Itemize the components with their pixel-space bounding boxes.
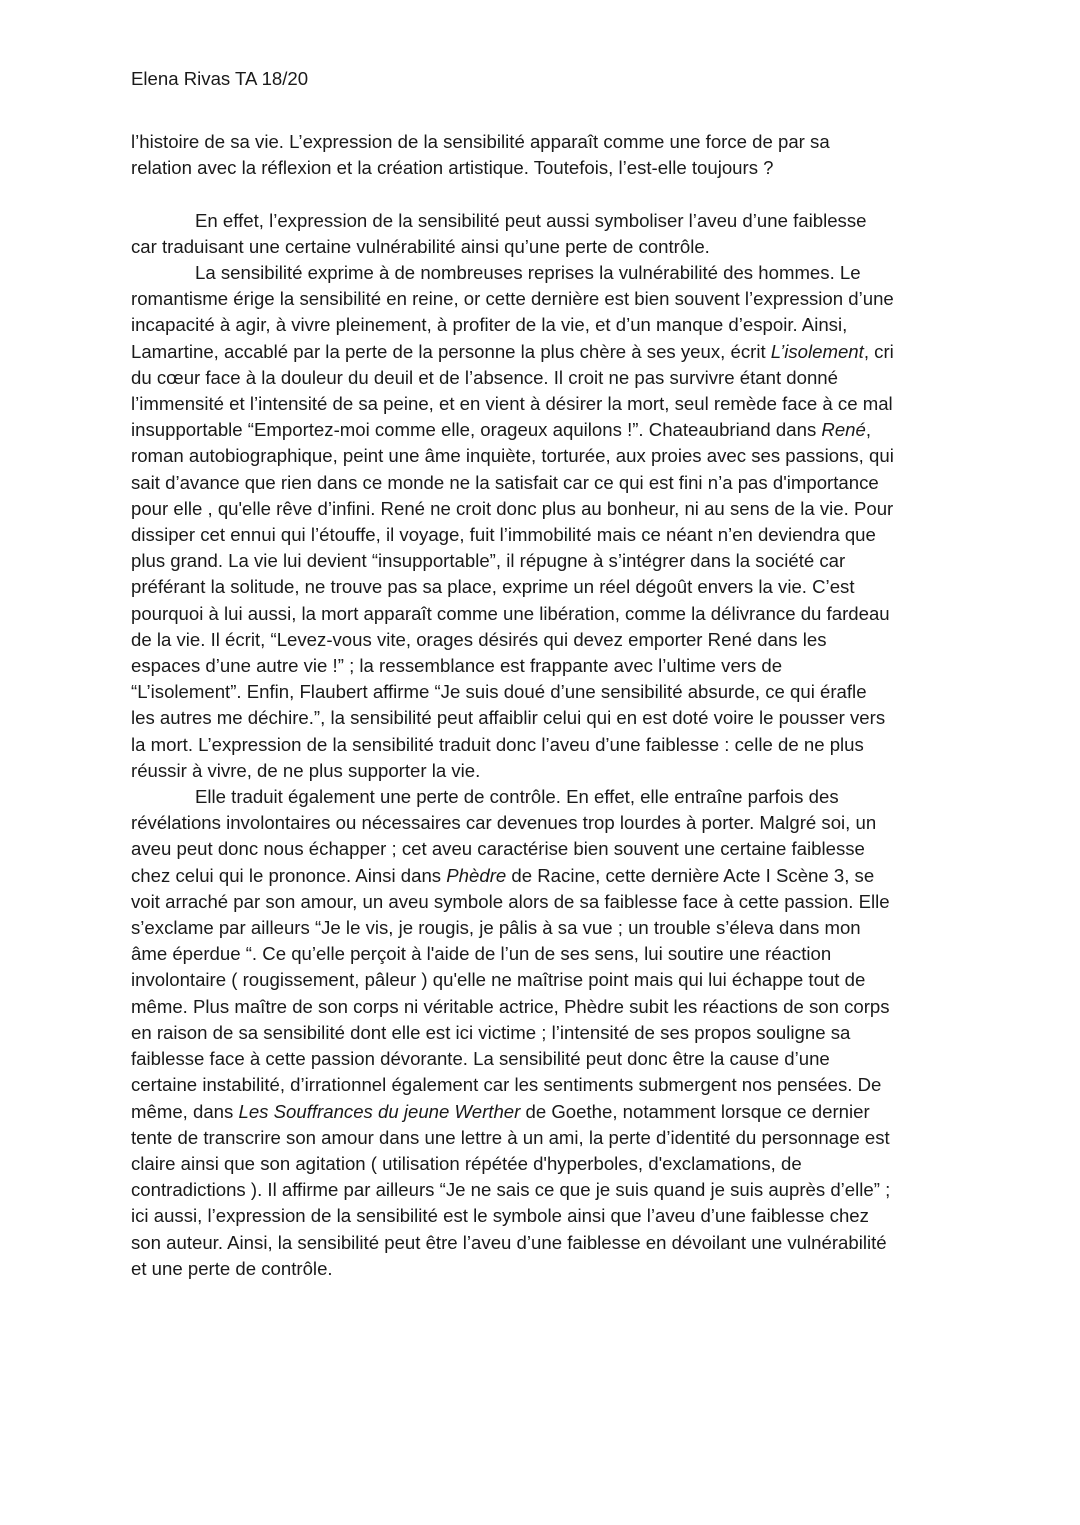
text-line: l’immensité et l’intensité de sa peine, et en vient à désirer la mort, seul remède face à ce mal <box>131 393 893 415</box>
text-line <box>131 1099 966 1125</box>
text-line: incapacité à agir, à vivre pleinement, à profiter de la vie, et d’un manque d’espoir. Ainsi, <box>131 314 848 336</box>
text-line: même. Plus maître de son corps ni véritable actrice, Phèdre subit les réactions de son corps <box>131 995 890 1017</box>
text-segment: Lamartine, accablé par la perte de la personne la plus chère à ses yeux, écrit <box>131 340 771 362</box>
text-line: en raison de sa sensibilité dont elle est ici victime ; l’intensité de ses propos souligne sa <box>131 1021 851 1043</box>
paragraph-break <box>131 181 966 207</box>
text-line: réussir à vivre, de ne plus supporter la vie. <box>131 759 481 781</box>
text-line: roman autobiographique, peint une âme inquiète, torturée, aux proies avec ses passions, qui <box>131 445 894 467</box>
text-line: s’exclame par ailleurs “Je le vis, je rougis, je pâlis à sa vue ; un trouble s’éleva dans mon <box>131 917 861 939</box>
text-segment: insupportable “Emportez-moi comme elle, orageux aquilons !”. Chateaubriand dans <box>131 419 822 441</box>
text-line: préférant la solitude, ne trouve pas sa place, exprime un réel dégoût envers la vie. C’est <box>131 576 855 598</box>
text-line <box>131 339 966 365</box>
text-line: romantisme érige la sensibilité en reine, or cette dernière est bien souvent l’expression d’une <box>131 288 894 310</box>
text-line: âme éperdue “. Ce qu’elle perçoit à l'aide de l’un de ses sens, lui soutire une réaction <box>131 943 832 965</box>
text-segment: de Racine, cette dernière Acte I Scène 3, se <box>506 864 875 886</box>
page-header: Elena Rivas TA 18/20 <box>131 68 309 89</box>
text-segment: chez celui qui le prononce. Ainsi dans <box>131 864 447 886</box>
italic-title: René <box>821 419 866 441</box>
text-line: tente de transcrire son amour dans une lettre à un ami, la perte d’identité du personnage est <box>131 1126 890 1148</box>
text-segment: , <box>865 419 872 441</box>
text-segment: même, dans <box>131 1100 239 1122</box>
text-line: espaces d’une autre vie !” ; la ressemblance est frappante avec l’ultime vers de <box>131 655 783 677</box>
text-line: plus grand. La vie lui devient “insupportable”, il répugne à s’intégrer dans la société car <box>131 550 846 572</box>
text-line: dissiper cet ennui qui l’étouffe, il voyage, fuit l’immobilité mais ce néant n’en deviendra que <box>131 524 876 546</box>
text-line: ici aussi, l’expression de la sensibilité est le symbole ainsi que l’aveu d’une faiblesse chez <box>131 1205 869 1227</box>
text-line: Elle traduit également une perte de contrôle. En effet, elle entraîne parfois des <box>195 786 839 808</box>
text-line: son auteur. Ainsi, la sensibilité peut être l’aveu d’une faiblesse en dévoilant une vulnérabilité <box>131 1231 887 1253</box>
italic-title: Phèdre <box>446 864 507 886</box>
italic-title: L’isolement <box>770 340 864 362</box>
essay-body <box>131 129 966 1282</box>
text-line: de la vie. Il écrit, “Levez-vous vite, orages désirés qui devez emporter René dans les <box>131 628 827 650</box>
text-segment: , cri <box>863 340 894 362</box>
text-line: révélations involontaires ou nécessaires car devenues trop lourdes à porter. Malgré soi, un <box>131 812 877 834</box>
text-line: du cœur face à la douleur du deuil et de l’absence. Il croit ne pas survivre étant donné <box>131 366 838 388</box>
text-line <box>131 863 966 889</box>
text-line: certaine instabilité, d’irrationnel également car les sentiments submergent nos pensées. De <box>131 1074 882 1096</box>
text-line: voit arraché par son amour, un aveu symbole alors de sa faiblesse face à cette passion. Elle <box>131 890 890 912</box>
text-line: car traduisant une certaine vulnérabilité ainsi qu’une perte de contrôle. <box>131 235 710 257</box>
text-line: les autres me déchire.”, la sensibilité peut affaiblir celui qui en est doté voire le pousser vers <box>131 707 886 729</box>
text-line: La sensibilité exprime à de nombreuses reprises la vulnérabilité des hommes. Le <box>195 262 861 283</box>
text-line: faiblesse face à cette passion dévorante. La sensibilité peut donc être la cause d’une <box>131 1048 830 1070</box>
text-line: involontaire ( rougissement, pâleur ) qu'elle ne maîtrise point mais qui lui échappe tout de <box>131 969 866 991</box>
text-line: “L’isolement”. Enfin, Flaubert affirme “Je suis doué d’une sensibilité absurde, ce qui érafle <box>131 681 867 703</box>
text-line: pourquoi à lui aussi, la mort apparaît comme une libération, comme la délivrance du fardeau <box>131 602 890 624</box>
text-line: contradictions ). Il affirme par ailleurs “Je ne sais ce que je suis quand je suis auprès d’elle” ; <box>131 1179 891 1201</box>
text-line: et une perte de contrôle. <box>131 1257 333 1279</box>
text-line: aveu peut donc nous échapper ; cet aveu caractérise bien souvent une certaine faiblesse <box>131 838 865 860</box>
text-line: relation avec la réflexion et la création artistique. Toutefois, l’est-elle toujours ? <box>131 157 774 179</box>
italic-title: Les Souffrances du jeune Werther <box>238 1100 521 1122</box>
text-line: la mort. L’expression de la sensibilité traduit donc l’aveu d’une faiblesse : celle de ne plus <box>131 733 864 755</box>
text-line: En effet, l’expression de la sensibilité peut aussi symboliser l’aveu d’une faiblesse <box>195 209 867 231</box>
text-line <box>131 417 966 443</box>
text-segment: de Goethe, notamment lorsque ce dernier <box>520 1100 870 1122</box>
text-line: l’histoire de sa vie. L’expression de la sensibilité apparaît comme une force de par sa <box>131 131 830 152</box>
text-line: claire ainsi que son agitation ( utilisation répétée d'hyperboles, d'exclamations, de <box>131 1152 802 1174</box>
text-line: sait d’avance que rien dans ce monde ne la satisfait car ce qui est fini n’a pas d'importance <box>131 471 879 493</box>
text-line: pour elle , qu'elle rêve d’infini. René ne croit donc plus au bonheur, ni au sens de la vie. Pour <box>131 497 894 519</box>
